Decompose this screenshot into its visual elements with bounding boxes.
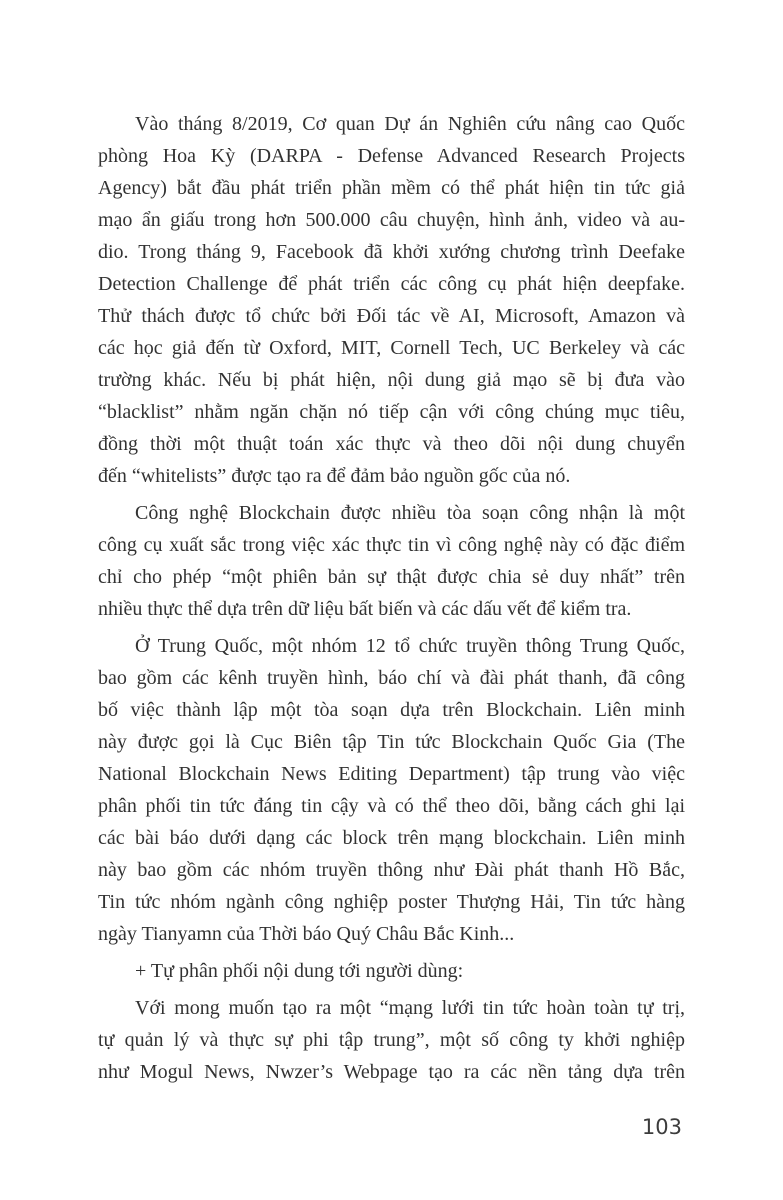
paragraph-self-distribution-heading: [98, 955, 685, 987]
text-line: Tin tức nhóm ngành công nghiệp poster Thượng Hải, Tin tức hàng: [98, 891, 685, 913]
text-line: Agency) bắt đầu phát triển phần mềm có thể phát hiện tin tức giả: [98, 177, 685, 199]
text-line: các học giả đến từ Oxford, MIT, Cornell Tech, UC Berkeley và các: [98, 337, 685, 359]
text-line: mạo ẩn giấu trong hơn 500.000 câu chuyện, hình ảnh, video và au-: [98, 209, 685, 231]
text-line: Công nghệ Blockchain được nhiều tòa soạn công nhận là một: [135, 502, 685, 524]
text-line: bố việc thành lập một tòa soạn dựa trên Blockchain. Liên minh: [98, 699, 685, 721]
text-line: nhiều thực thể dựa trên dữ liệu bất biến và các dấu vết để kiểm tra.: [98, 598, 632, 620]
text-line: bao gồm các kênh truyền hình, báo chí và đài phát thanh, đã công: [98, 667, 685, 689]
text-line: Vào tháng 8/2019, Cơ quan Dự án Nghiên cứu nâng cao Quốc: [135, 113, 685, 135]
text-line: đồng thời một thuật toán xác thực và theo dõi nội dung chuyển: [98, 433, 685, 455]
text-line: đến “whitelists” được tạo ra để đảm bảo nguồn gốc của nó.: [98, 465, 571, 487]
text-line: các bài báo dưới dạng các block trên mạng blockchain. Liên minh: [98, 827, 685, 849]
text-line: ngày Tianyamn của Thời báo Quý Châu Bắc Kinh...: [98, 923, 515, 945]
paragraph-darpa-deepfake: [98, 108, 685, 492]
text-line: công cụ xuất sắc trong việc xác thực tin vì công nghệ này có đặc điểm: [98, 534, 685, 556]
text-line: dio. Trong tháng 9, Facebook đã khởi xướng chương trình Deefake: [98, 241, 685, 263]
text-line: Thử thách được tổ chức bởi Đối tác về AI, Microsoft, Amazon và: [98, 305, 685, 327]
text-line: chỉ cho phép “một phiên bản sự thật được chia sẻ duy nhất” trên: [98, 566, 685, 588]
paragraph-china-blockchain-newsroom: [98, 630, 685, 950]
text-line: như Mogul News, Nwzer’s Webpage tạo ra các nền tảng dựa trên: [98, 1061, 685, 1083]
text-line: “blacklist” nhằm ngăn chặn nó tiếp cận với công chúng mục tiêu,: [98, 401, 685, 423]
page-number: 103: [641, 1115, 682, 1139]
text-line: phòng Hoa Kỳ (DARPA - Defense Advanced Research Projects: [98, 145, 685, 167]
text-line: Ở Trung Quốc, một nhóm 12 tổ chức truyền thông Trung Quốc,: [135, 635, 685, 657]
page-text-column: [98, 108, 685, 1088]
text-line: phân phối tin tức đáng tin cậy và có thể theo dõi, bằng cách ghi lại: [98, 795, 685, 817]
text-line: này bao gồm các nhóm truyền thông như Đài phát thanh Hồ Bắc,: [98, 859, 685, 881]
text-line: National Blockchain News Editing Department) tập trung vào việc: [98, 763, 685, 785]
text-line: Với mong muốn tạo ra một “mạng lưới tin tức hoàn toàn tự trị,: [135, 997, 685, 1019]
text-line: Detection Challenge để phát triển các công cụ phát hiện deepfake.: [98, 273, 685, 295]
text-line: trường khác. Nếu bị phát hiện, nội dung giả mạo sẽ bị đưa vào: [98, 369, 685, 391]
text-line: này được gọi là Cục Biên tập Tin tức Blockchain Quốc Gia (The: [98, 731, 685, 753]
text-line: tự quản lý và thực sự phi tập trung”, một số công ty khởi nghiệp: [98, 1029, 685, 1051]
paragraph-blockchain-verification: [98, 497, 685, 625]
paragraph-decentralized-network: [98, 992, 685, 1088]
text-line: + Tự phân phối nội dung tới người dùng:: [135, 960, 464, 982]
